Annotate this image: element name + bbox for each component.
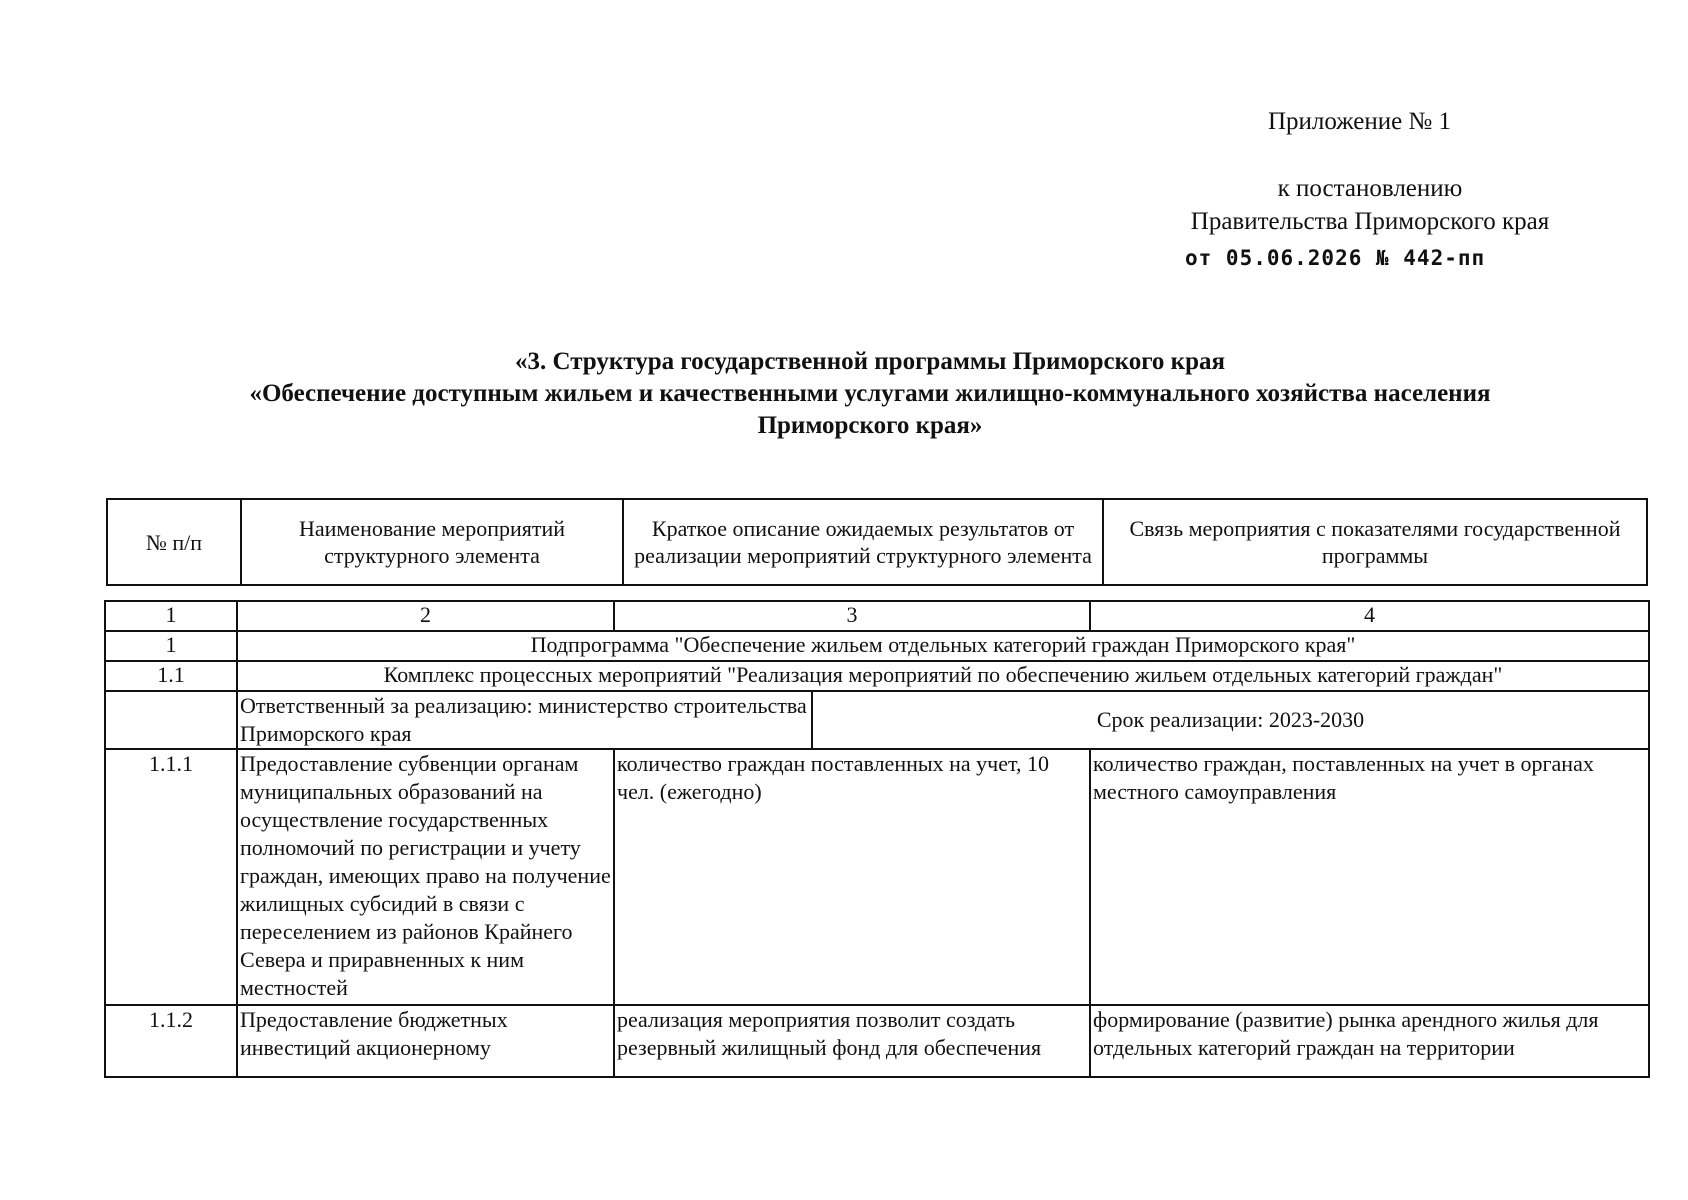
row-result: количество граждан поставленных на учет, 10 чел. (ежегодно) [614, 749, 1090, 1005]
decree-reference [1150, 172, 1590, 238]
column-number: 3 [614, 601, 1090, 631]
subprogram-number: 1 [105, 631, 237, 661]
column-number-row [105, 601, 1649, 631]
responsible-cell: Ответственный за реализацию: министерство строительства Приморского края [237, 691, 812, 749]
column-number: 4 [1090, 601, 1649, 631]
row-number: 1.1.2 [105, 1005, 237, 1077]
row-link: количество граждан, поставленных на учет в органах местного самоуправления [1090, 749, 1649, 1005]
annex-label: Приложение № 1 [1268, 108, 1452, 135]
header-table [106, 498, 1648, 586]
table-row [105, 1005, 1649, 1077]
term-cell: Срок реализации: 2023-2030 [812, 691, 1649, 749]
header-cell-name: Наименование мероприятий структурного элемента [241, 499, 623, 585]
complex-number: 1.1 [105, 661, 237, 691]
responsible-row [105, 691, 1649, 749]
decree-line-2: Правительства Приморского края [1190, 208, 1550, 235]
decree-date: от 05.06.2026 № 442-пп [1185, 246, 1486, 270]
subprogram-row [105, 631, 1649, 661]
document-title [100, 346, 1640, 442]
decree-line-1: к постановлению [1277, 175, 1463, 202]
header-cell-num: № п/п [107, 499, 241, 585]
column-number: 1 [105, 601, 237, 631]
row-link: формирование (развитие) рынка арендного жилья для отдельных категорий граждан на территории [1090, 1005, 1649, 1077]
table-row [105, 749, 1649, 1005]
title-line-3: Приморского края» [757, 412, 983, 439]
complex-row [105, 661, 1649, 691]
header-cell-result: Краткое описание ожидаемых результатов от реализации мероприятий структурного элемента [623, 499, 1103, 585]
title-line-2: «Обеспечение доступным жильем и качественными услугами жилищно-коммунального хозяйства населения [249, 380, 1491, 407]
complex-title: Комплекс процессных мероприятий "Реализация мероприятий по обеспечению жильем отдельных категорий граждан" [237, 661, 1649, 691]
subprogram-title: Подпрограмма "Обеспечение жильем отдельных категорий граждан Приморского края" [237, 631, 1649, 661]
header-row [107, 499, 1647, 585]
column-number: 2 [237, 601, 614, 631]
row-number: 1.1.1 [105, 749, 237, 1005]
row-name: Предоставление субвенции органам муниципальных образований на осуществление государственных полномочий по регистрации и учету граждан, имеющих право на получение жилищных субсидий в связи с переселением из районов Крайнего Севера и приравненных к ним местностей [237, 749, 614, 1005]
structure-table [104, 600, 1650, 1078]
title-line-1: «3. Структура государственной программы Приморского края [514, 348, 1226, 375]
row-name: Предоставление бюджетных инвестиций акционерному [237, 1005, 614, 1077]
header-cell-link: Связь мероприятия с показателями государственной программы [1103, 499, 1647, 585]
empty-cell [105, 691, 237, 749]
row-result: реализация мероприятия позволит создать резервный жилищный фонд для обеспечения [614, 1005, 1090, 1077]
